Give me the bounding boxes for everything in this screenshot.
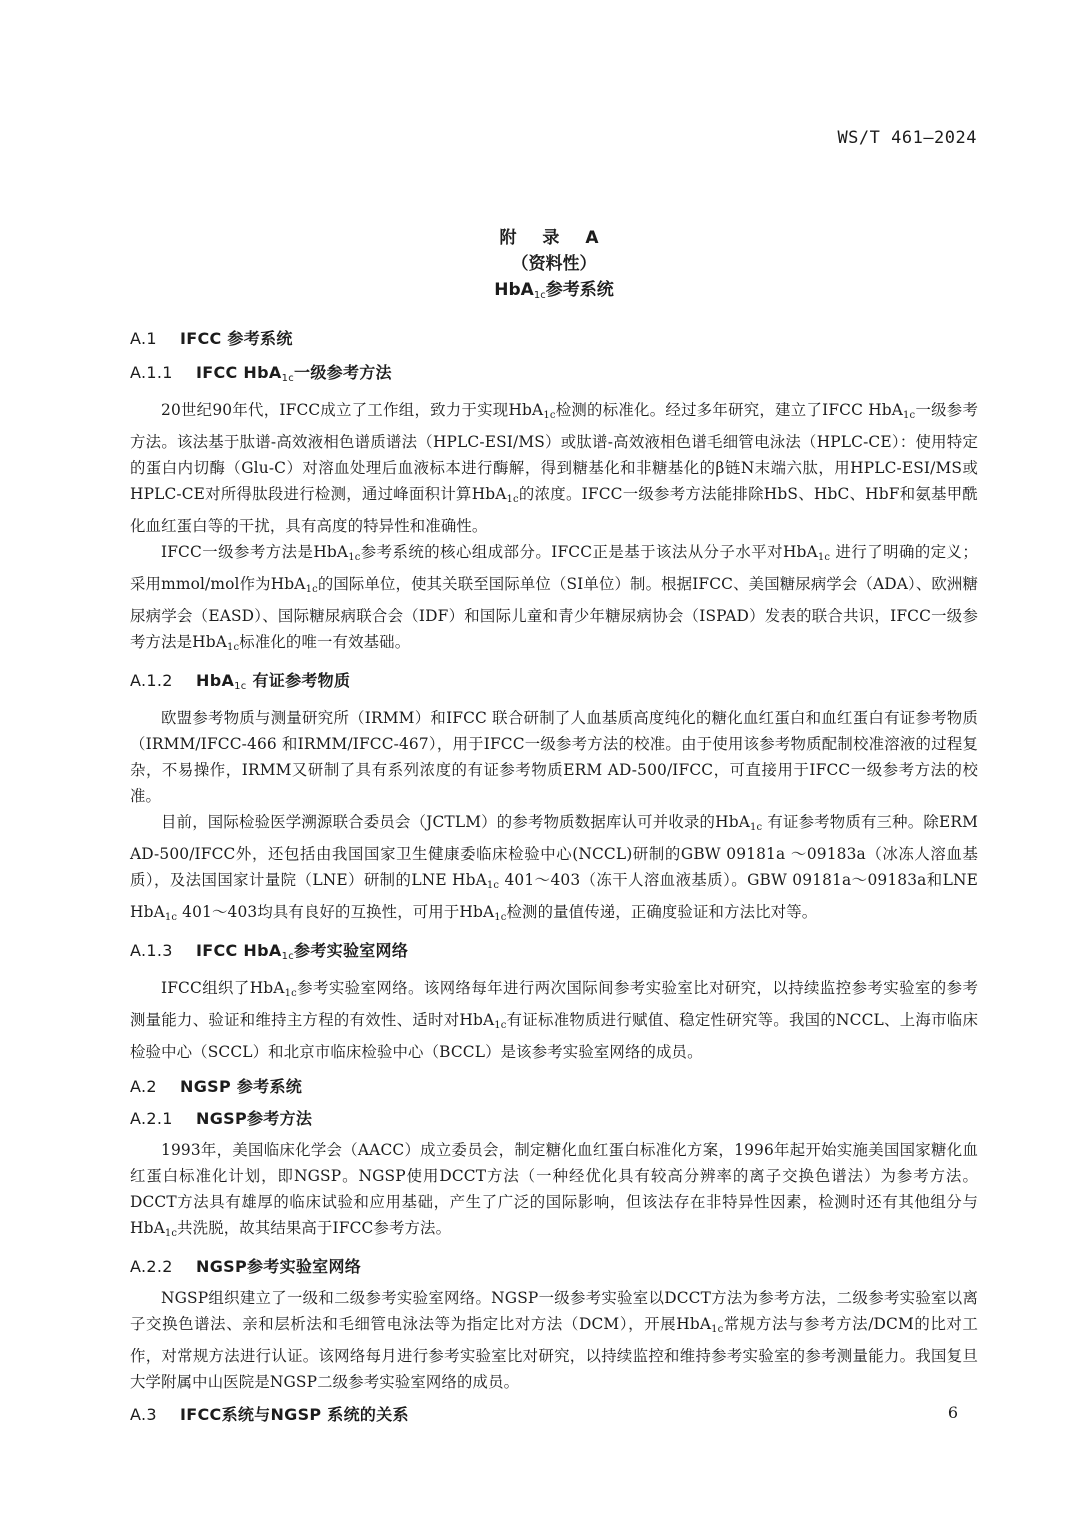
section-heading-a1: A.1 IFCC 参考系统 xyxy=(130,329,293,348)
appendix-type: （资料性） xyxy=(511,254,597,274)
paragraph-a11-1: 20世纪90年代，IFCC成立了工作组，致力于实现HbA$_{1c}$检测的标准化。经过多年研究，建立了IFCC HbA$_{1c}$一级参考方法。该法基于肽谱-高效液相色谱质谱法（HPLC-ESI/MS）或肽谱-高效液相色谱毛细管电泳法（HPLC-CE）：使用特定的蛋白内切酶（Glu-C）对溶血处理后血液标本进行酶解，得到糖基化和非糖基化的β链N末端六肽，用HPLC-ESI/MS或HPLC-CE对所得肽段进行检测，通过峰面积计算HbA$_{1c}$的浓度。IFCC一级参考方法能排除HbS、HbC、HbF和氨基甲酰化血红蛋白等的干扰，具有高度的特异性和准确性。 xyxy=(130,401,978,535)
paragraph-a12-1: 欧盟参考物质与测量研究所（IRMM）和IFCC 联合研制了人血基质高度纯化的糖化血红蛋白和血红蛋白有证参考物质（IRMM/IFCC-466 和IRMM/IFCC-467），用于IFCC一级参考方法的校准。由于使用该参考物质配制校准溶液的过程复杂，不易操作，IRMM又研制了具有系列浓度的有证参考物质ERM AD-500/IFCC，可直接用于IFCC一级参考方法的校准。 xyxy=(130,709,978,805)
paragraph-a22-1: NGSP组织建立了一级和二级参考实验室网络。NGSP一级参考实验室以DCCT方法为参考方法，二级参考实验室以离子交换色谱法、亲和层析法和毛细管电泳法等为指定比对方法（DCM），开展HbA$_{1c}$常规方法与参考方法/DCM的比对工作，对常规方法进行认证。该网络每月进行参考实验室比对研究，以持续监控和维持参考实验室的参考测量能力。我国复旦大学附属中山医院是NGSP二级参考实验室网络的成员。 xyxy=(130,1289,978,1391)
page-content xyxy=(130,225,978,1429)
section-heading-a22: A.2.2 NGSP参考实验室网络 xyxy=(130,1257,362,1276)
section-heading-a12: A.1.2 HbA$_{1c}$ 有证参考物质 xyxy=(130,671,351,692)
section-heading-a13: A.1.3 IFCC HbA$_{1c}$参考实验室网络 xyxy=(130,941,409,962)
appendix-header xyxy=(130,225,978,309)
paragraph-a13-1: IFCC组织了HbA$_{1c}$参考实验室网络。该网络每年进行两次国际间参考实验室比对研究，以持续监控参考实验室的参考测量能力、验证和维持主方程的有效性、适时对HbA$_{1c}$有证标准物质进行赋值、稳定性研究等。我国的NCCL、上海市临床检验中心（SCCL）和北京市临床检验中心（BCCL）是该参考实验室网络的成员。 xyxy=(130,979,978,1061)
section-heading-a21: A.2.1 NGSP参考方法 xyxy=(130,1109,313,1128)
paragraph-a21-1: 1993年，美国临床化学会（AACC）成立委员会，制定糖化血红蛋白标准化方案，1996年起开始实施美国国家糖化血红蛋白标准化计划，即NGSP。NGSP使用DCCT方法（一种经优化具有较高分辨率的离子交换色谱法）为参考方法。DCCT方法具有雄厚的临床试验和应用基础，产生了广泛的国际影响，但该法存在非特异性因素，检测时还有其他组分与HbA$_{1c}$共洗脱，故其结果高于IFCC参考方法。 xyxy=(130,1141,978,1239)
page-number: 6 xyxy=(947,1403,958,1422)
section-heading-a11: A.1.1 IFCC HbA$_{1c}$一级参考方法 xyxy=(130,363,392,384)
section-heading-a3: A.3 IFCC系统与NGSP 系统的关系 xyxy=(130,1405,409,1424)
appendix-label: 附 录 A xyxy=(499,228,609,248)
appendix-title: HbA$_{1c}$参考系统 xyxy=(494,280,614,301)
document-code: WS/T 461—2024 xyxy=(837,128,977,148)
paragraph-a12-2: 目前，国际检验医学溯源联合委员会（JCTLM）的参考物质数据库认可并收录的HbA$_{1c}$ 有证参考物质有三种。除ERM AD-500/IFCC外，还包括由我国国家卫生健康委临床检验中心(NCCL)研制的GBW 09181a ～09183a（冰冻人溶血基质），及法国国家计量院（LNE）研制的LNE HbA$_{1c}$ 401～403（冻干人溶血液基质）。GBW 09181a～09183a和LNE HbA$_{1c}$ 401～403均具有良好的互换性，可用于HbA$_{1c}$检测的量值传递，正确度验证和方法比对等。 xyxy=(130,813,978,923)
section-heading-a2: A.2 NGSP 参考系统 xyxy=(130,1077,303,1096)
paragraph-a11-2: IFCC一级参考方法是HbA$_{1c}$参考系统的核心组成部分。IFCC正是基于该法从分子水平对HbA$_{1c}$ 进行了明确的定义；采用mmol/mol作为HbA$_{1c}$的国际单位，使其关联至国际单位（SI单位）制。根据IFCC、美国糖尿病学会（ADA）、欧洲糖尿病学会（EASD）、国际糖尿病联合会（IDF）和国际儿童和青少年糖尿病协会（ISPAD）发表的联合共识，IFCC一级参考方法是HbA$_{1c}$标准化的唯一有效基础。 xyxy=(130,543,979,653)
